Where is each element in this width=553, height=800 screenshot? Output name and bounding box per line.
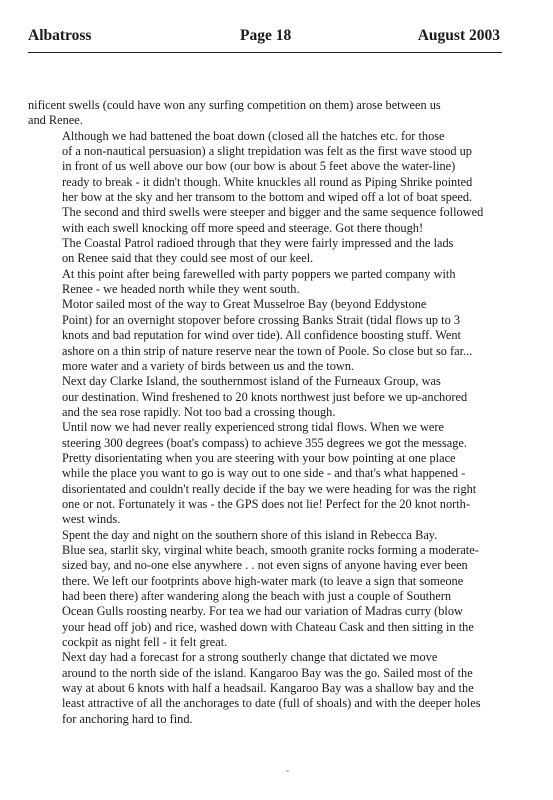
paragraph <box>28 98 496 129</box>
paragraph <box>28 129 496 236</box>
text-line: knots and bad reputation for wind over tide). All confidence boosting stuff. Went <box>62 328 461 343</box>
text-line: least attractive of all the anchorages to date (full of shoals) and with the deeper holes <box>62 696 481 711</box>
text-line: way at about 6 knots with half a headsail. Kangaroo Bay was a shallow bay and the <box>62 681 474 696</box>
text-line: one or not. Fortunately it was - the GPS does not lie! Perfect for the 20 knot north- <box>62 496 470 511</box>
text-line: cockpit as night fell - it felt great. <box>62 635 228 650</box>
text-line: west winds. <box>62 512 121 527</box>
paragraph <box>28 374 496 420</box>
text-line: Until now we had never really experienced strong tidal flows. When we were <box>62 420 444 435</box>
text-line: there. We left our footprints above high-water mark (to leave a sign that someone <box>62 573 464 588</box>
page-header <box>28 27 500 49</box>
text-line: had been there) after wandering along the beach with just a couple of Southern <box>62 589 452 603</box>
text-line: of a non-nautical persuasion) a slight trepidation was felt as the first wave stood up <box>62 144 472 159</box>
paragraph <box>28 267 496 298</box>
text-line: in front of us well above our bow (our bow is about 5 feet above the water-line) <box>62 159 456 174</box>
text-line: our destination. Wind freshened to 20 knots northwest just before we up-anchored <box>62 389 468 404</box>
paragraph <box>28 236 496 267</box>
text-line: ready to break - it didn't though. White knuckles all round as Piping Shrike pointed <box>62 174 473 189</box>
paragraph <box>28 420 496 527</box>
page-number: Page 18 <box>240 27 292 44</box>
text-line: Pretty disorientating when you are steering with your bow pointing at one place <box>62 450 456 465</box>
newsletter-title: Albatross <box>28 27 92 44</box>
paragraph <box>28 650 496 727</box>
text-line: her bow at the sky and her transom to the bottom and wiped off a lot of boat speed. <box>62 190 473 205</box>
text-line: Ocean Gulls roosting nearby. For tea we had our variation of Madras curry (blow <box>62 604 463 619</box>
text-line: The Coastal Patrol radioed through that they were fairly impressed and the lads <box>62 236 454 251</box>
text-line: on Renee said that they could see most of our keel. <box>62 251 314 266</box>
text-line: ashore on a thin strip of nature reserve near the town of Poole. So close but so far... <box>62 343 473 358</box>
article-body <box>28 98 496 727</box>
text-line: steering 300 degrees (boat's compass) to achieve 355 degrees we got the message. <box>62 435 467 450</box>
text-line: Renee - we headed north while they went south. <box>62 282 300 297</box>
text-line: sized bay, and no-one else anywhere . . not even signs of anyone having ever been <box>62 558 468 573</box>
text-line: around to the north side of the island. Kangaroo Bay was the go. Sailed most of the <box>62 665 473 680</box>
text-line: and Renee. <box>28 113 83 128</box>
text-line: Motor sailed most of the way to Great Musselroe Bay (beyond Eddystone <box>62 297 427 312</box>
text-line: At this point after being farewelled with party poppers we parted company with <box>62 266 456 281</box>
text-line: for anchoring hard to find. <box>62 711 193 726</box>
issue-date: August 2003 <box>417 27 500 44</box>
text-line: disorientated and couldn't really decide if the bay we were heading for was the right <box>62 481 477 496</box>
text-line: more water and a variety of birds between us and the town. <box>62 358 355 373</box>
text-line: nificent swells (could have won any surfing competition on them) arose between us <box>28 98 441 112</box>
text-line: while the place you want to go is way out to one side - and that's what happened - <box>62 466 466 481</box>
text-line: your head off job) and rice, washed down with Chateau Cask and then sitting in the <box>62 619 474 634</box>
text-line: Although we had battened the boat down (closed all the hatches etc. for those <box>62 128 445 143</box>
text-line: Spent the day and night on the southern shore of this island in Rebecca Bay. <box>62 527 438 542</box>
scan-speck <box>286 770 289 772</box>
text-line: Point) for an overnight stopover before crossing Banks Strait (tidal flows up to 3 <box>62 312 461 327</box>
text-line: with each swell knocking off more speed and steerage. Got there though! <box>62 220 424 235</box>
header-rule <box>28 52 502 53</box>
text-line: and the sea rose rapidly. Not too bad a crossing though. <box>62 404 336 419</box>
text-line: The second and third swells were steeper and bigger and the same sequence followed <box>62 205 484 220</box>
text-line: Next day Clarke Island, the southernmost island of the Furneaux Group, was <box>62 374 441 389</box>
paragraph <box>28 297 496 374</box>
text-line: Blue sea, starlit sky, virginal white beach, smooth granite rocks forming a moderate- <box>62 542 479 557</box>
text-line: Next day had a forecast for a strong southerly change that dictated we move <box>62 650 438 665</box>
paragraph <box>28 528 496 651</box>
